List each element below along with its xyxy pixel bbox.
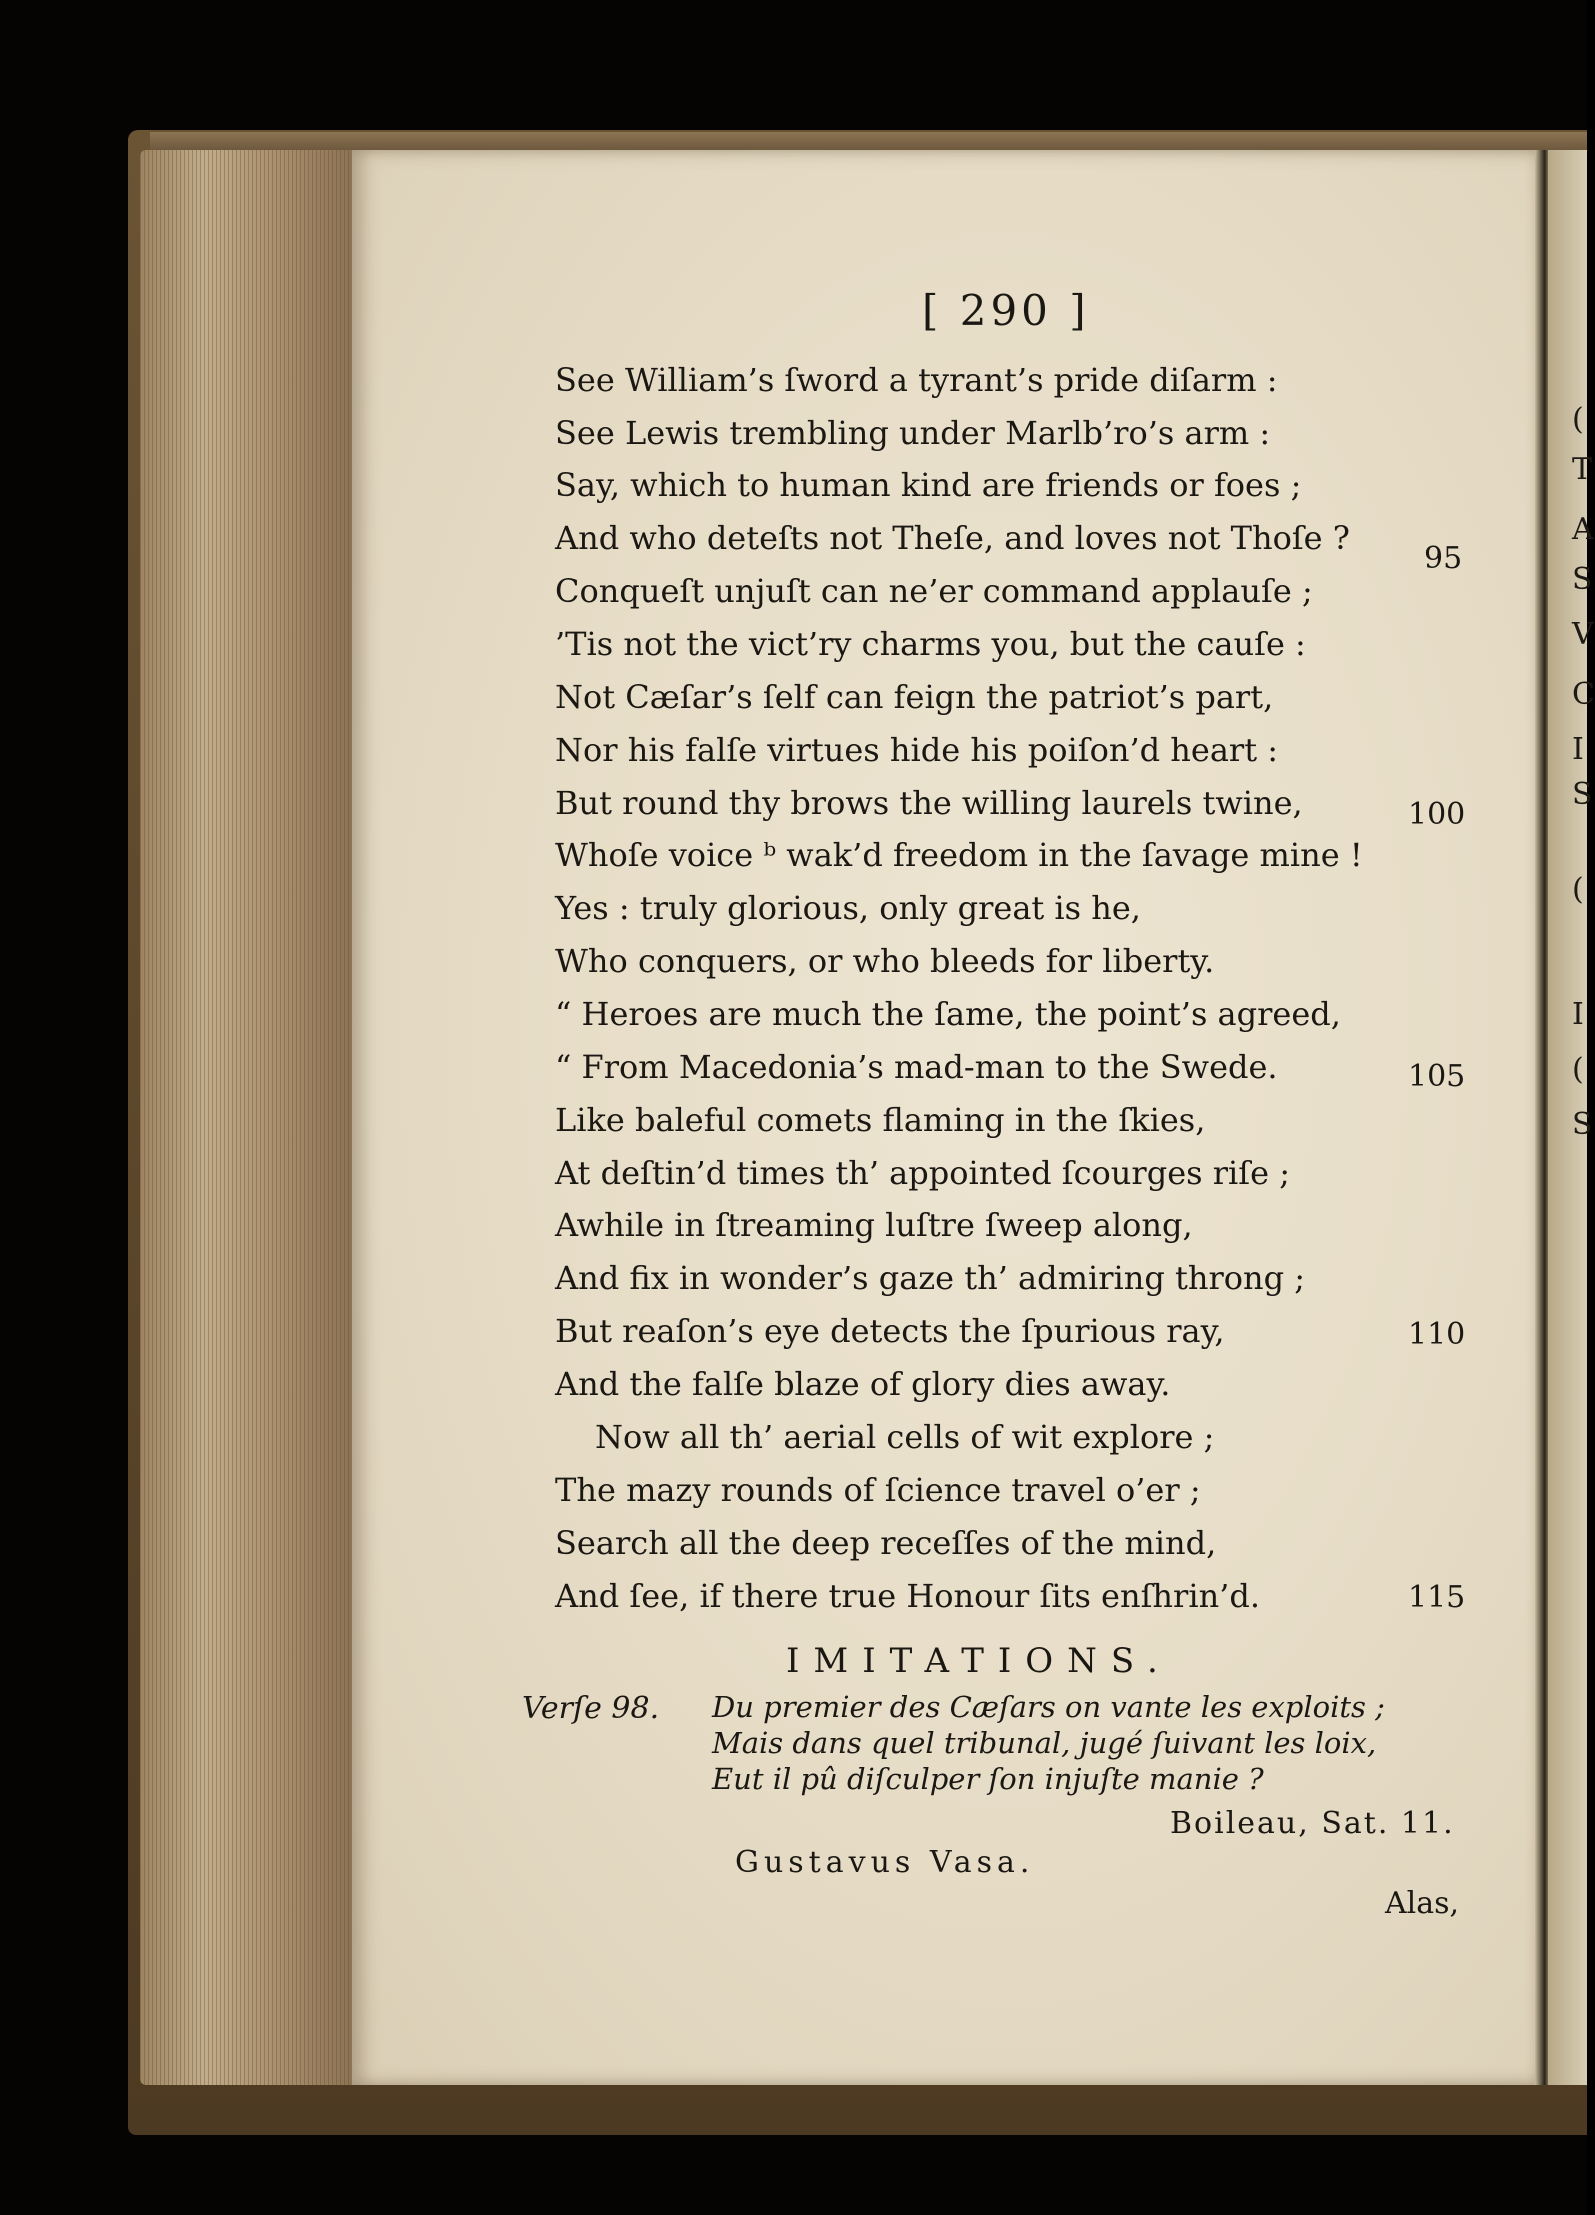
- poem-line: And who deteſts not Theſe, and loves not Thoſe ?: [555, 519, 1350, 557]
- poem-line: See William’s ſword a tyrant’s pride diſarm :: [555, 361, 1278, 399]
- poem-line: Now all th’ aerial cells of wit explore ;: [595, 1418, 1215, 1456]
- facing-page-letter: S: [1572, 562, 1593, 597]
- poem-line: See Lewis trembling under Marlb’ro’s arm :: [555, 414, 1271, 452]
- imitation-quote-line: Eut il pû diſculper ſon injuſte manie ?: [712, 1762, 1264, 1796]
- facing-page-letter: V: [1572, 617, 1594, 652]
- facing-page-letter: C: [1572, 677, 1595, 712]
- facing-page-letter: S: [1572, 777, 1593, 812]
- poem-line: Like baleful comets flaming in the ſkies,: [555, 1101, 1206, 1139]
- poem-line: Yes : truly glorious, only great is he,: [555, 889, 1141, 927]
- facing-page-letter: I: [1572, 732, 1584, 767]
- imitations-verse-reference: Verſe 98.: [522, 1691, 660, 1726]
- facing-page-letter: S: [1572, 1107, 1593, 1142]
- poem-line: ’Tis not the vict’ry charms you, but the cauſe :: [555, 625, 1306, 663]
- facing-page-letter: (: [1572, 402, 1584, 437]
- facing-page-letter: (: [1572, 872, 1584, 907]
- poem-line: Search all the deep receſſes of the mind,: [555, 1524, 1217, 1562]
- facing-page-letter: T: [1572, 452, 1593, 487]
- poem-line: And fix in wonder’s gaze th’ admiring throng ;: [555, 1259, 1306, 1297]
- catchword: Alas,: [1385, 1886, 1460, 1921]
- page-edges: [140, 150, 355, 2085]
- imitation-quote-line: Mais dans quel tribunal, jugé ſuivant les loix,: [712, 1726, 1377, 1760]
- footnote: Gustavus Vasa.: [735, 1845, 1035, 1880]
- poem-line: Conqueſt unjuſt can ne’er command applauſe ;: [555, 572, 1313, 610]
- poem-line: Awhile in ſtreaming luſtre ſweep along,: [555, 1206, 1193, 1244]
- line-number: 110: [1408, 1317, 1466, 1352]
- facing-page-letter: (: [1572, 1052, 1584, 1087]
- poem-line: At deſtin’d times th’ appointed ſcourges riſe ;: [555, 1154, 1290, 1192]
- poem-line: Not Cæſar’s ſelf can feign the patriot’s part,: [555, 678, 1274, 716]
- poem-line: Whoſe voice ᵇ wak’d freedom in the ſavage mine !: [555, 836, 1363, 874]
- poem-line: But round thy brows the willing laurels twine,: [555, 784, 1303, 822]
- poem-line: “ From Macedonia’s mad-man to the Swede.: [555, 1048, 1278, 1086]
- poem-line: And the falſe blaze of glory dies away.: [555, 1365, 1171, 1403]
- facing-page-letter: I: [1572, 997, 1584, 1032]
- page-number: [ 290 ]: [922, 286, 1090, 335]
- poem-line: Say, which to human kind are friends or foes ;: [555, 466, 1302, 504]
- line-number: 105: [1408, 1059, 1466, 1094]
- poem-line: The mazy rounds of ſcience travel o’er ;: [555, 1471, 1201, 1509]
- line-number: 100: [1408, 797, 1466, 832]
- poem-line: Nor his falſe virtues hide his poiſon’d heart :: [555, 731, 1279, 769]
- poem-line: Who conquers, or who bleeds for liberty.: [555, 942, 1215, 980]
- imitations-heading: IMITATIONS.: [786, 1641, 1172, 1681]
- imitation-attribution: Boileau, Sat. 11.: [1170, 1806, 1455, 1841]
- poem-line: “ Heroes are much the ſame, the point’s agreed,: [555, 995, 1341, 1033]
- poem-line: And ſee, if there true Honour ſits enſhrin’d.: [555, 1577, 1260, 1615]
- imitation-quote-line: Du premier des Cæſars on vante les exploits ;: [712, 1690, 1385, 1724]
- line-number: 95: [1424, 541, 1463, 576]
- facing-page-letter: A: [1572, 512, 1594, 547]
- poem-line: But reaſon’s eye detects the ſpurious ray,: [555, 1312, 1225, 1350]
- line-number: 115: [1408, 1580, 1466, 1615]
